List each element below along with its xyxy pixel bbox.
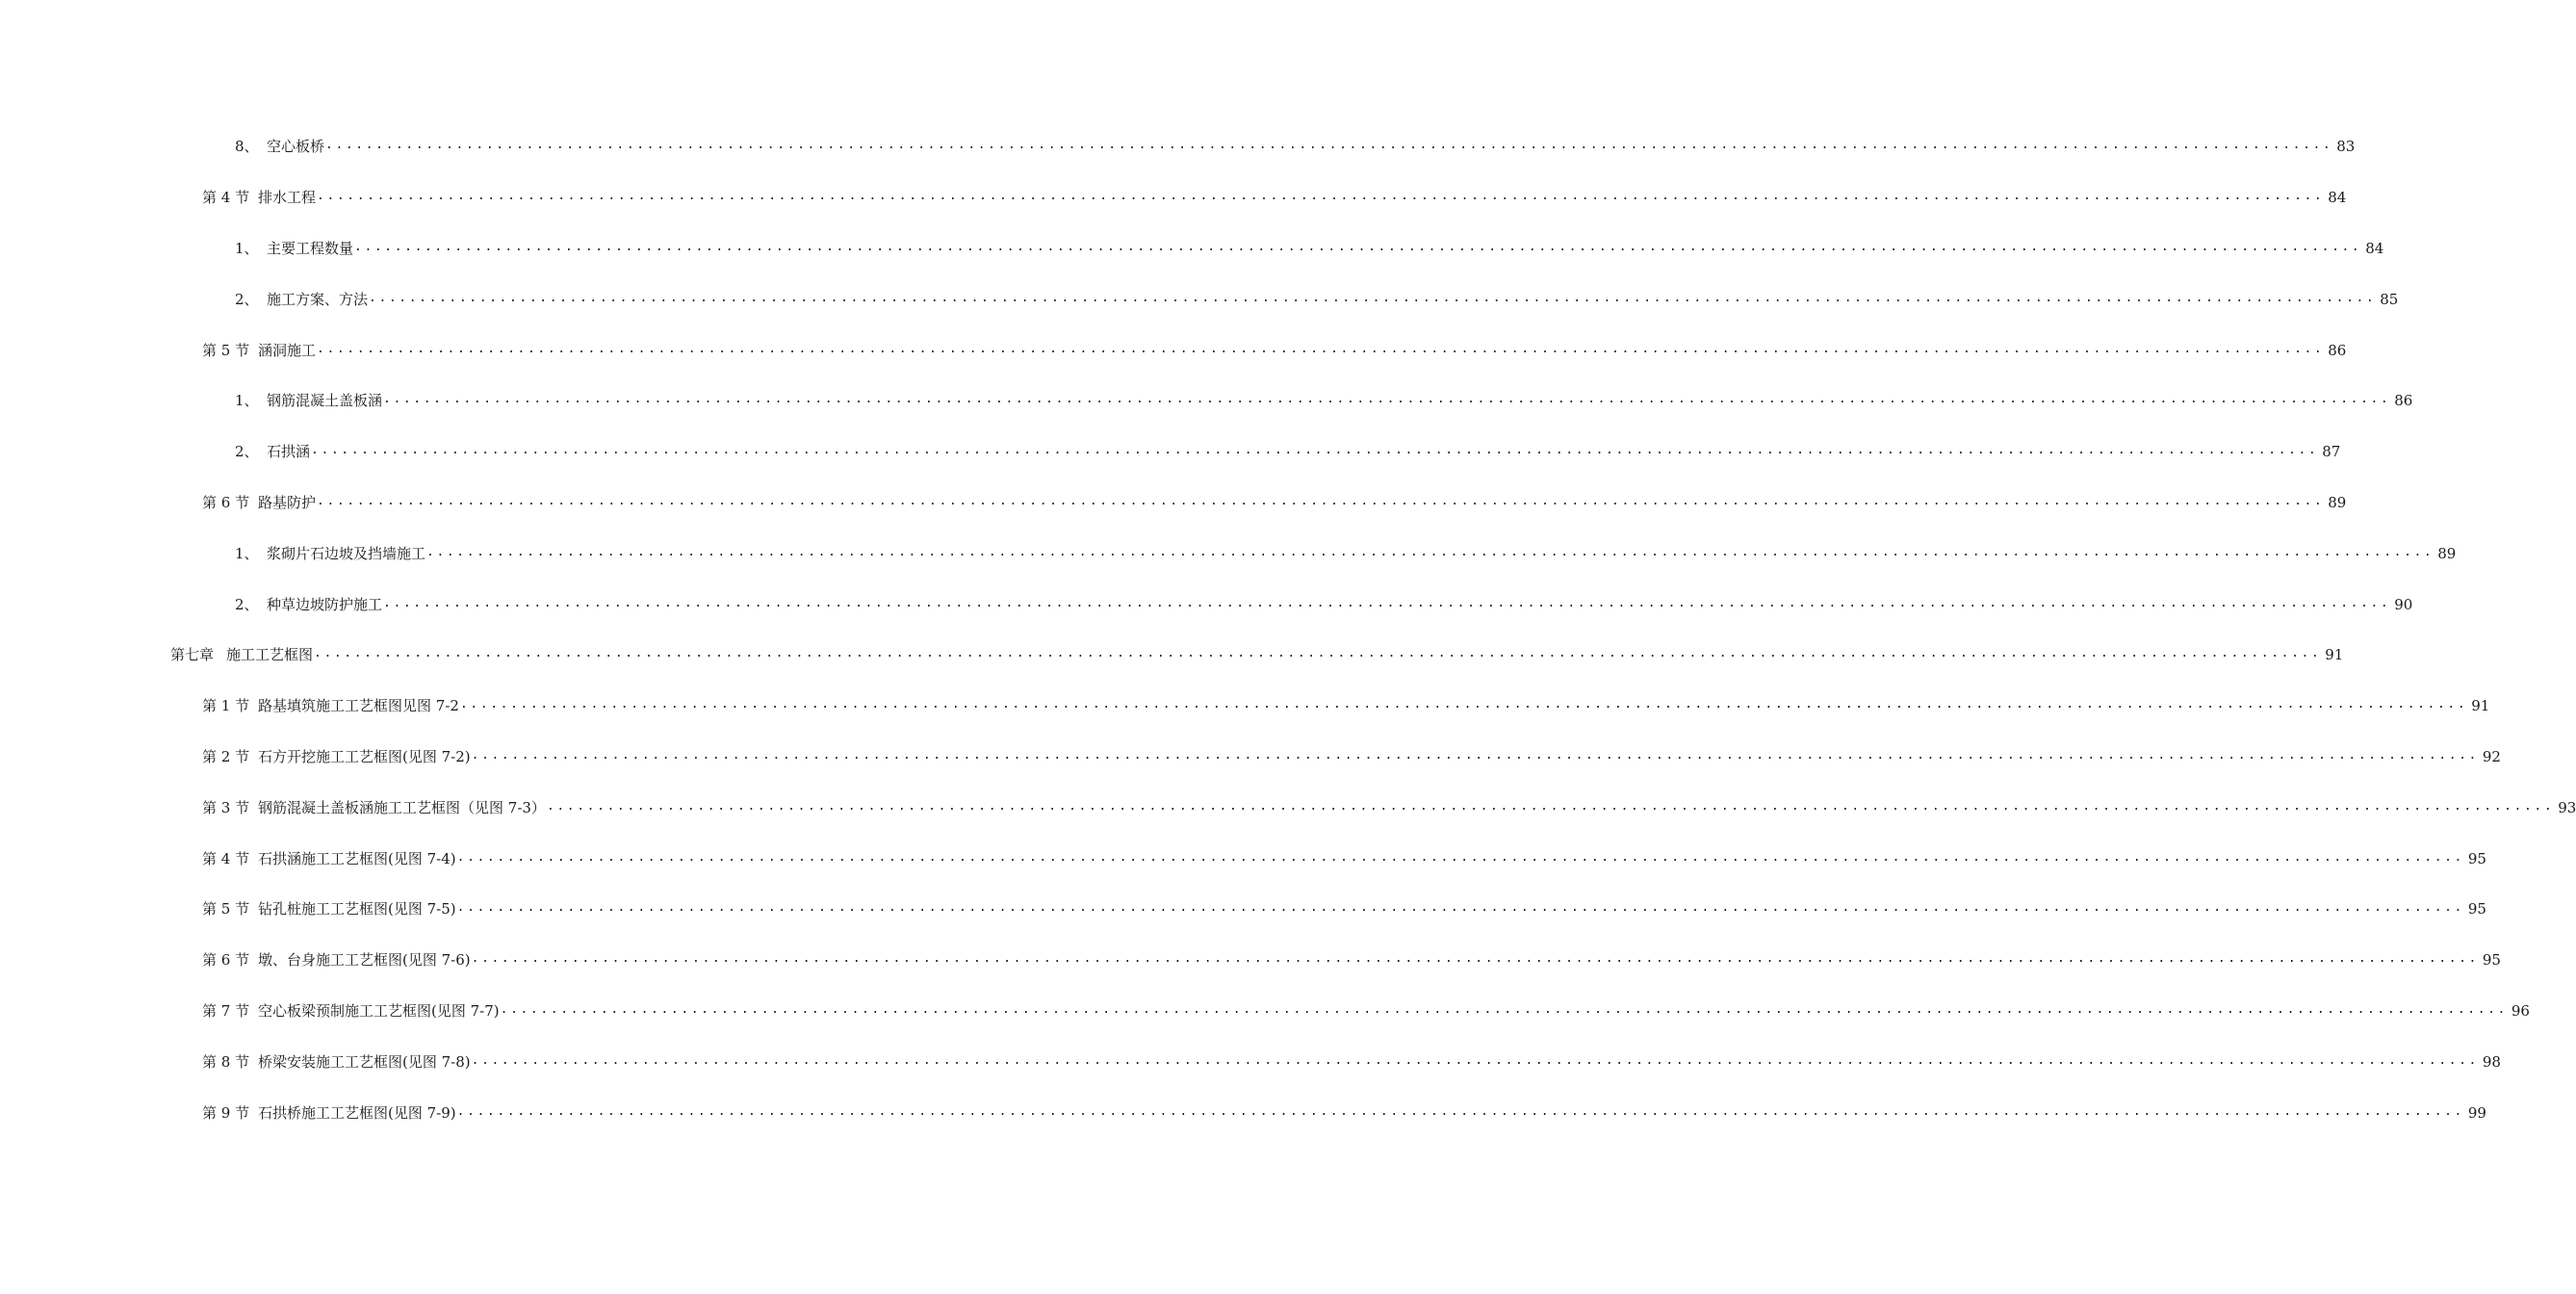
toc-entry-number: 第七章: [170, 646, 215, 664]
toc-entry-page: 84: [2365, 239, 2384, 257]
toc-entry-number: 1、: [235, 392, 259, 410]
toc-entry-number: 第 4 节: [202, 189, 250, 207]
toc-entry[interactable]: [0, 324, 2347, 375]
toc-entry-page: 95: [2482, 951, 2501, 970]
toc-entry[interactable]: [0, 782, 2576, 833]
toc-entry-page: 87: [2322, 443, 2341, 461]
toc-entry-title: 石拱涵施工工艺框图(见图 7-4): [258, 849, 456, 867]
toc-entry[interactable]: [0, 1036, 2501, 1087]
toc-entry-title: 石方开挖施工工艺框图(见图 7-2): [258, 747, 471, 765]
toc-entry-title: 施工方案、方法: [267, 290, 369, 308]
toc-entry-number: 2、: [235, 443, 259, 461]
dot-leader: ........................................................................................................................................................................................................: [314, 646, 2322, 661]
toc-entry-page: 93: [2558, 798, 2576, 816]
toc-entry-page: 98: [2482, 1052, 2501, 1071]
toc-entry-number: 第 4 节: [202, 849, 250, 867]
toc-entry-title: 空心板梁预制施工工艺框图(见图 7-7): [258, 1001, 500, 1020]
toc-entry[interactable]: [0, 833, 2486, 884]
dot-leader: ........................................................................................................................................................................................................: [317, 493, 2325, 508]
toc-entry[interactable]: [0, 427, 2341, 478]
dot-leader: ........................................................................................................................................................................................................: [456, 900, 2464, 916]
toc-entry-number: 第 1 节: [202, 697, 250, 715]
dot-leader: ........................................................................................................................................................................................................: [471, 747, 2479, 763]
toc-entry-page: 95: [2467, 900, 2486, 919]
toc-entry-number: 第 6 节: [202, 951, 250, 970]
toc-entry-number: 1、: [235, 544, 259, 562]
toc-entry-title: 涵洞施工: [258, 341, 317, 359]
toc-entry-page: 83: [2336, 138, 2356, 156]
toc-entry-title: 石拱涵: [267, 443, 311, 461]
toc-entry[interactable]: [0, 223, 2384, 274]
toc-entry[interactable]: [0, 528, 2457, 579]
toc-entry-title: 石拱桥施工工艺框图(见图 7-9): [258, 1103, 456, 1122]
toc-entry-title: 施工工艺框图: [226, 646, 314, 664]
toc-entry-page: 86: [2328, 341, 2347, 359]
toc-entry-page: 85: [2380, 290, 2399, 308]
toc-entry-number: 第 5 节: [202, 341, 250, 359]
toc-entry-number: 2、: [235, 290, 259, 308]
toc-entry-title: 主要工程数量: [267, 239, 354, 257]
toc-entry-number: 第 9 节: [202, 1103, 250, 1122]
dot-leader: ........................................................................................................................................................................................................: [426, 544, 2434, 559]
toc-entry-title: 墩、台身施工工艺框图(见图 7-6): [258, 951, 471, 970]
toc-entry[interactable]: [0, 172, 2347, 223]
toc-entry-page: 95: [2467, 849, 2486, 867]
dot-leader: ........................................................................................................................................................................................................: [317, 189, 2325, 204]
dot-leader: ........................................................................................................................................................................................................: [369, 290, 2377, 305]
toc-entry[interactable]: [0, 121, 2356, 172]
dot-leader: ........................................................................................................................................................................................................: [354, 239, 2362, 254]
toc-entry-number: 第 8 节: [202, 1052, 250, 1071]
toc-entry-page: 92: [2482, 747, 2501, 765]
toc-entry-page: 96: [2511, 1001, 2530, 1020]
toc-entry[interactable]: [0, 986, 2530, 1037]
toc-entry[interactable]: [0, 732, 2501, 783]
toc-entry-number: 1、: [235, 239, 259, 257]
toc-entry[interactable]: [0, 478, 2347, 529]
toc-entry[interactable]: [0, 273, 2399, 324]
dot-leader: ........................................................................................................................................................................................................: [383, 595, 2391, 610]
toc-entry-title: 种草边坡防护施工: [267, 595, 383, 613]
toc-entry-number: 第 6 节: [202, 493, 250, 511]
dot-leader: ........................................................................................................................................................................................................: [500, 1001, 2508, 1017]
dot-leader: ........................................................................................................................................................................................................: [456, 1103, 2464, 1119]
dot-leader: ........................................................................................................................................................................................................: [325, 138, 2333, 153]
toc-entry-page: 89: [2328, 493, 2347, 511]
toc-entry[interactable]: [0, 375, 2413, 427]
toc-entry-title: 浆砌片石边坡及挡墙施工: [267, 544, 426, 562]
toc-entry-number: 8、: [235, 138, 259, 156]
dot-leader: ........................................................................................................................................................................................................: [311, 443, 2319, 458]
toc-entry[interactable]: [0, 935, 2501, 986]
dot-leader: ........................................................................................................................................................................................................: [459, 697, 2468, 712]
toc-entry-title: 路基防护: [258, 493, 317, 511]
dot-leader: ........................................................................................................................................................................................................: [546, 798, 2555, 814]
toc-entry[interactable]: [0, 884, 2486, 935]
toc-entry-page: 89: [2437, 544, 2457, 562]
toc-entry-page: 99: [2467, 1103, 2486, 1122]
toc-entry-title: 空心板桥: [267, 138, 325, 156]
toc-entry[interactable]: [0, 681, 2490, 732]
table-of-contents: [0, 121, 2576, 1138]
dot-leader: ........................................................................................................................................................................................................: [471, 1052, 2479, 1068]
toc-entry-page: 91: [2471, 697, 2490, 715]
dot-leader: ........................................................................................................................................................................................................: [456, 849, 2464, 865]
toc-entry-page: 90: [2394, 595, 2413, 613]
toc-entry-number: 2、: [235, 595, 259, 613]
toc-entry[interactable]: [0, 579, 2413, 630]
toc-entry[interactable]: [0, 630, 2344, 681]
toc-entry-title: 钻孔桩施工工艺框图(见图 7-5): [258, 900, 456, 919]
toc-entry-page: 84: [2328, 189, 2347, 207]
toc-entry-title: 钢筋混凝土盖板涵施工工艺框图（见图 7-3）: [258, 798, 546, 816]
toc-entry[interactable]: [0, 1087, 2486, 1138]
toc-entry-number: 第 3 节: [202, 798, 250, 816]
toc-entry-title: 桥梁安装施工工艺框图(见图 7-8): [258, 1052, 471, 1071]
toc-entry-number: 第 7 节: [202, 1001, 250, 1020]
dot-leader: ........................................................................................................................................................................................................: [471, 951, 2479, 967]
dot-leader: ........................................................................................................................................................................................................: [317, 341, 2325, 356]
toc-entry-title: 路基填筑施工工艺框图见图 7-2: [258, 697, 459, 715]
toc-entry-title: 钢筋混凝土盖板涵: [267, 392, 383, 410]
toc-entry-number: 第 5 节: [202, 900, 250, 919]
toc-entry-number: 第 2 节: [202, 747, 250, 765]
toc-entry-title: 排水工程: [258, 189, 317, 207]
toc-entry-page: 86: [2394, 392, 2413, 410]
dot-leader: ........................................................................................................................................................................................................: [383, 392, 2391, 407]
toc-entry-page: 91: [2325, 646, 2344, 664]
